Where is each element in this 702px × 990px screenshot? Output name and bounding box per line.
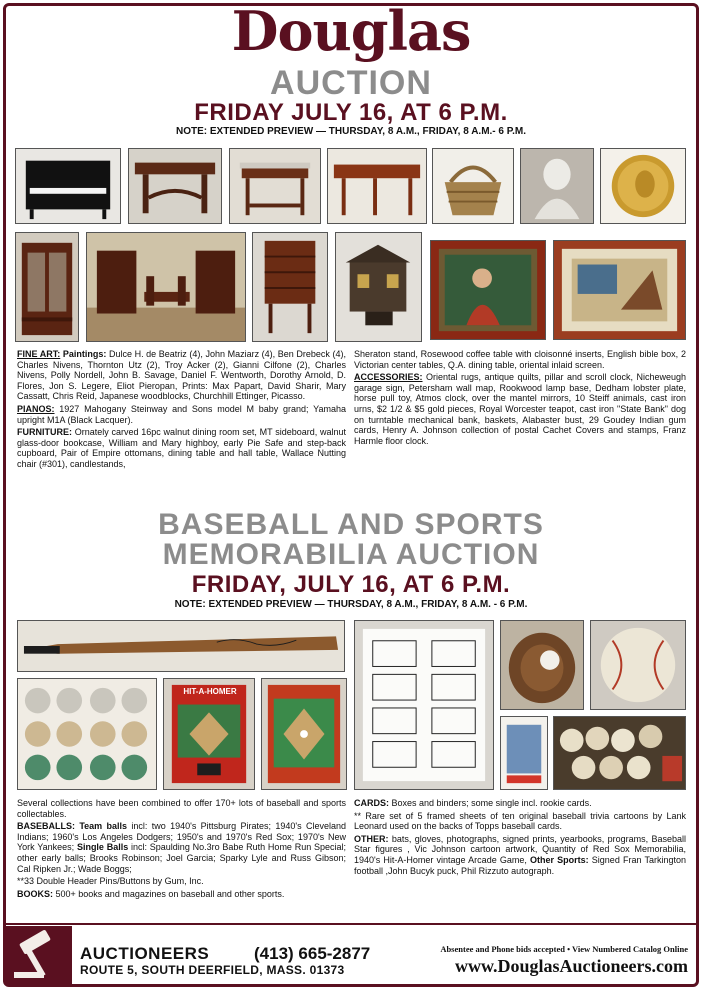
furniture-label: FURNITURE: xyxy=(17,427,72,438)
sports-date: FRIDAY, JULY 16, AT 6 P.M. xyxy=(191,571,511,598)
rare-set-text: ** Rare set of 5 framed sheets of ten original baseball trivia cartoons by Lank Leonard used on the backs of Topps baseball cards. xyxy=(354,810,686,832)
photo-drop-leaf-table xyxy=(327,148,427,224)
footer-phone[interactable]: (413) 665-2877 xyxy=(254,944,371,963)
photo-pins-buttons xyxy=(17,678,157,790)
other-text: bats, gloves, photographs, signed prints, yearbooks, programs, Baseball Star figures , Vic Johnson cartoon artwork, Quantity of Red Sox Memorabilia, 1940's Hit-A-Homer vintage Arcade Game, xyxy=(354,833,686,865)
sports-text-left xyxy=(17,798,346,901)
photo-baseball-game xyxy=(261,678,347,790)
arcade-game-label: HIT-A-HOMER xyxy=(183,687,237,696)
sports-text-right xyxy=(354,798,686,878)
single-balls-label: Single Balls xyxy=(76,842,129,853)
team-balls-label: Team balls xyxy=(79,821,128,832)
photo-glass-bookcase xyxy=(15,232,79,342)
baseballs-single-text: incl: Spaulding No.3ro Babe Ruth Home Run Special; other early balls; Brooks Robinson; Joel Garcia; Sparky Lyle and Russ Gibson; Cal Ripken Jr.; Wade Boggs; xyxy=(17,842,347,874)
paintings-label: Paintings: xyxy=(62,349,107,359)
footer-address: ROUTE 5, SOUTH DEERFIELD, MASS. 01373 xyxy=(80,963,345,977)
photo-japanese-woodblock xyxy=(553,240,686,340)
photo-baseballs-collection xyxy=(553,716,686,790)
other-sports-label: Other Sports: xyxy=(530,854,589,865)
footer-auctioneers: AUCTIONEERS xyxy=(80,944,210,963)
photo-hit-a-homer-arcade xyxy=(163,678,255,790)
other-sports-text: Signed Fran Tarkington football ,John Bucyk puck, Phil Rizzuto autograph. xyxy=(354,854,686,876)
masthead-title: Douglas xyxy=(231,0,471,63)
footer-website-link[interactable]: www.DouglasAuctioneers.com xyxy=(455,956,688,976)
baseballs-team-text: incl: two 1940's Pittsburg Pirates; 1940's Cleveland Indians; 1960's Los Angeles Dodgers; 1950's and 1970's Red Sox; 1970's New York Yankees; xyxy=(17,821,346,853)
sports-heading-line2: MEMORABILIA AUCTION xyxy=(162,538,540,571)
cards-label: CARDS: xyxy=(354,798,389,808)
photo-gold-coin xyxy=(600,148,686,224)
photo-basket xyxy=(432,148,514,224)
photo-victorian-table xyxy=(128,148,222,224)
photo-baseball-glove xyxy=(500,620,584,710)
photo-upright-piano xyxy=(15,148,121,224)
baseballs-label: BASEBALLS: xyxy=(17,821,75,832)
photo-signed-bat xyxy=(17,620,345,672)
books-text: 500+ books and magazines on baseball and other sports. xyxy=(55,888,285,899)
other-label: OTHER: xyxy=(354,833,389,844)
cards-text: Boxes and binders; some single incl. rookie cards. xyxy=(391,798,592,808)
photo-highboy xyxy=(252,232,328,342)
photo-framed-painting xyxy=(430,240,546,340)
sports-intro-text: Several collections have been combined to offer 170+ lots of baseball and sports collectables. xyxy=(17,798,346,819)
furniture-text: Ornately carved 16pc walnut dining room set, MT sideboard, walnut glass-door bookcase, William and Mary highboy, early Pie Safe and step-back cupboard, Pair of Empire ottomans, dining table and hall table, Wallace Nutting chair (#301), candlestands, xyxy=(17,427,346,469)
auction-date: FRIDAY JULY 16, AT 6 P.M. xyxy=(194,99,508,126)
photo-signed-baseball xyxy=(590,620,686,710)
photo-alabaster-bust xyxy=(520,148,594,224)
footer-absentee-note: Absentee and Phone bids accepted • View Numbered Catalog Online xyxy=(440,944,688,954)
photo-dining-room-set xyxy=(86,232,246,342)
photo-trivia-cartoons xyxy=(354,620,494,790)
accessories-label: ACCESSORIES: xyxy=(354,372,423,383)
fine-art-label: FINE ART: xyxy=(17,349,61,359)
auction-heading: AUCTION xyxy=(270,64,432,102)
auction-text-left xyxy=(17,349,346,472)
fine-art-text: Dulce H. de Beatriz (4), John Maziarz (4), Ben Drebeck (4), Charles Nivens, Thornton Utz (2), Troy Acker (2), Gianni Cilfone (2), Charles Nivens, Polly Nordell, John B. Savage, Daniel F. Wentworth, Dorothy Arnold, D. Flores, Jon S. Legere, Eliot Pieropan, Prints: Max Papart, David Sharir, Mary Cassatt, Chris Reid, Japanese woodblocks, Churchhill Ettinger, Picasso. xyxy=(17,349,346,402)
furniture-continued-text: Sheraton stand, Rosewood coffee table with cloisonné inserts, English bible box, 2 Victorian center tables, Q.A. dining table, oriental inlaid screen. xyxy=(354,349,686,370)
books-label: BOOKS: xyxy=(17,888,53,899)
photo-marble-top-table xyxy=(229,148,321,224)
photo-rookie-card xyxy=(500,716,548,790)
auction-text-right xyxy=(354,349,686,448)
sports-heading-line1: BASEBALL AND SPORTS xyxy=(158,508,544,541)
auction-preview-note: NOTE: EXTENDED PREVIEW — THURSDAY, 8 A.M., FRIDAY, 8 A.M.- 6 P.M. xyxy=(175,126,527,137)
pins-text: **33 Double Header Pins/Buttons by Gum, Inc. xyxy=(17,876,204,887)
photo-mechanical-bank xyxy=(335,232,422,342)
footer-divider xyxy=(6,923,696,925)
gavel-icon xyxy=(6,926,72,984)
pianos-text: 1927 Mahogany Steinway and Sons model M baby grand; Yamaha upright M1A (Black Lacquer). xyxy=(17,403,346,425)
pianos-label: PIANOS: xyxy=(17,403,55,414)
sports-preview-note: NOTE: EXTENDED PREVIEW — THURSDAY, 8 A.M., FRIDAY, 8 A.M. - 6 P.M. xyxy=(174,599,528,610)
accessories-text: Oriental rugs, antique quilts, pillar and scroll clock, Nicheweugh garage sign, Petersham wall map, Rookwood lamp base, Dedham lobster plate, horse pull toy, Atmos clock, over the mantel mirrors, 10 Steiff animals, cast iron urns, $2 1/2 & $5 gold pieces, Royal Worcester teapot, cast iron "State Bank" dog on turntable mechanical bank, baskets, Alabaster bust, 29 Goudey Indian gum cards, Henry A. Johnson collection of postal Cachet Covers and stamps, Franz Harmle floor clock. xyxy=(354,372,686,446)
